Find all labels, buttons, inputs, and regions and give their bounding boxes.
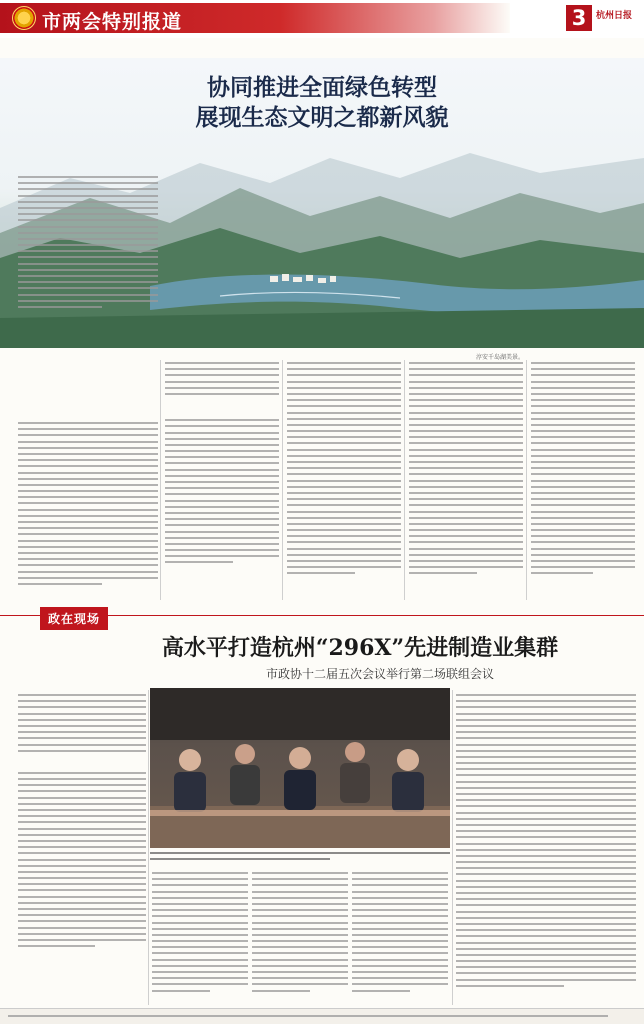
- text-column-2: [165, 362, 279, 568]
- text-column-10: [352, 872, 448, 996]
- column-divider: [404, 360, 405, 600]
- text-column-6: [18, 694, 146, 951]
- meeting-illustration: [150, 688, 450, 848]
- section-tag-scene: 政在现场: [40, 607, 108, 630]
- headline-1-line-2: 展现生态文明之都新风貌: [195, 104, 449, 131]
- lead-column: [18, 172, 158, 312]
- text-column-5: [531, 362, 635, 579]
- text-column-8: [152, 872, 248, 996]
- column-divider: [160, 360, 161, 600]
- column-divider: [282, 360, 283, 600]
- page-number: 3: [566, 5, 592, 31]
- hero-photo-caption: 淳安千岛湖美景。: [476, 354, 525, 361]
- text-column-9: [252, 872, 348, 996]
- headline-1: [120, 73, 524, 133]
- meeting-photo-caption: [150, 852, 450, 864]
- emblem-icon: [12, 6, 36, 30]
- paper-name: 杭州日报: [596, 11, 633, 21]
- text-column-1: [18, 422, 158, 589]
- headline-1-line-1: 协同推进全面绿色转型: [207, 74, 437, 101]
- text-column-3: [287, 362, 401, 579]
- headline-2: 高水平打造杭州“296X”先进制造业集群: [161, 635, 559, 661]
- column-divider: [148, 690, 149, 1005]
- meeting-photo: [150, 688, 450, 848]
- text-column-4: [409, 362, 523, 579]
- masthead: [0, 0, 644, 38]
- column-divider: [526, 360, 527, 600]
- headline-2-subtitle: 市政协十二届五次会议举行第二场联组会议: [265, 667, 494, 681]
- lead-text-lines: [18, 176, 158, 308]
- column-divider: [452, 690, 453, 1005]
- footer-bar: [0, 1008, 644, 1024]
- section-title: 市两会特别报道: [42, 11, 183, 33]
- text-column-7: [456, 694, 636, 991]
